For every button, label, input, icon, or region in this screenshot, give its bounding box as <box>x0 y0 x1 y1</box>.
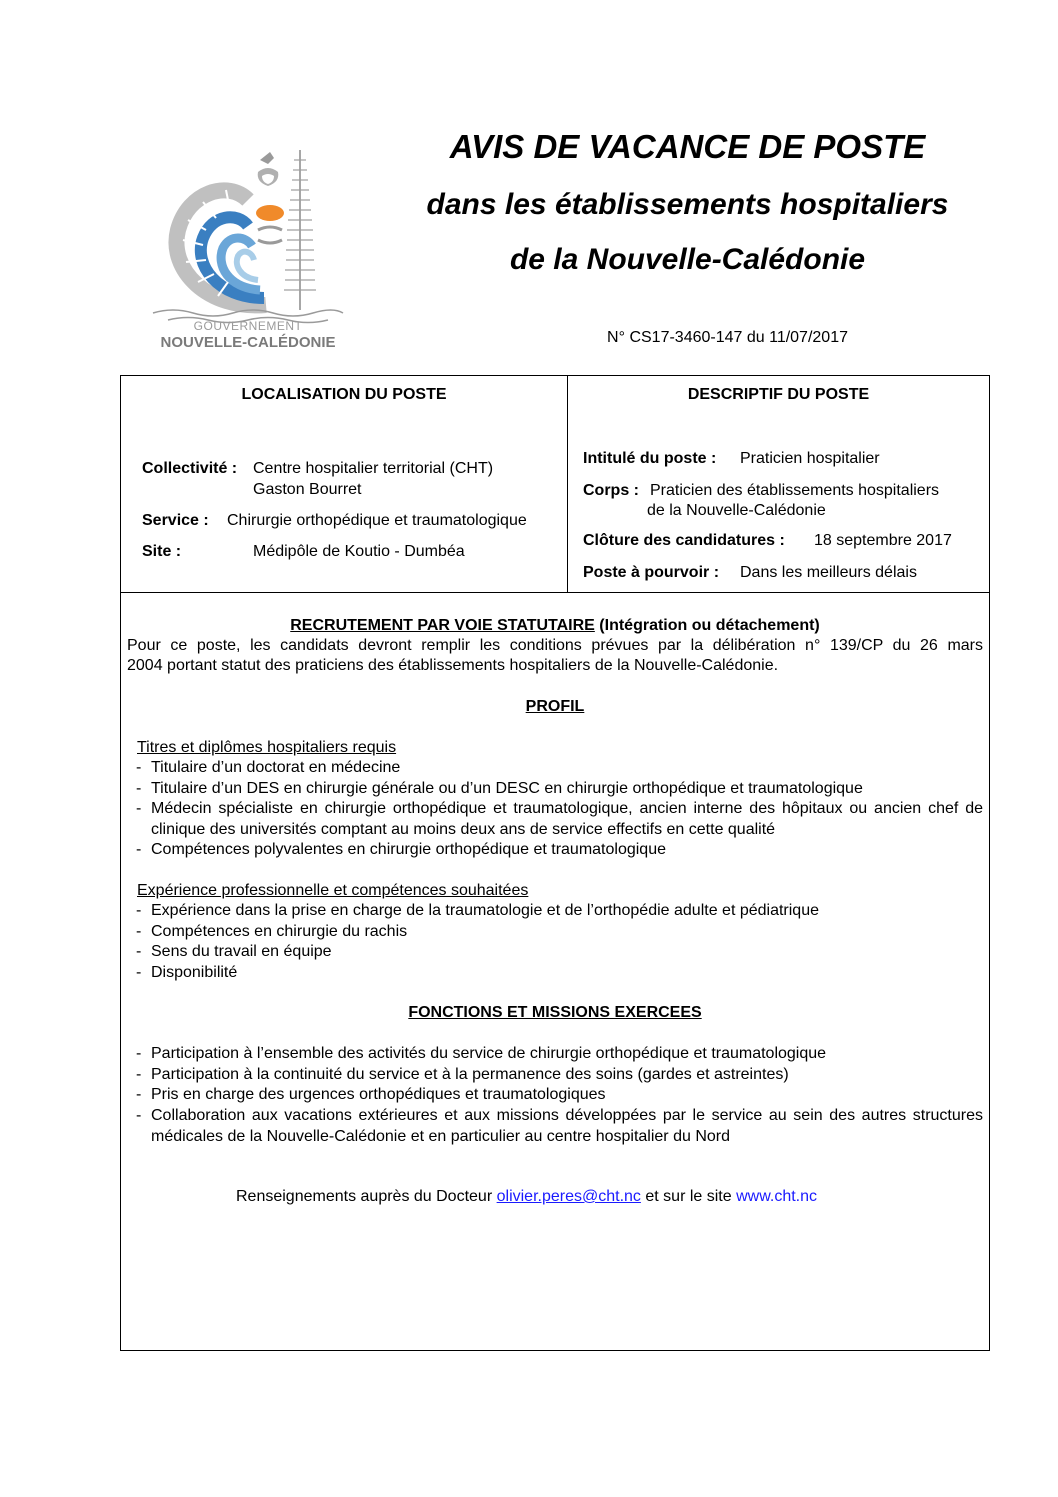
collectivite-value-1: Centre hospitalier territorial (CHT) <box>253 460 494 477</box>
fonctions-heading: FONCTIONS ET MISSIONS EXERCEES <box>408 1004 702 1021</box>
collectivite-value-2: Gaston Bourret <box>253 481 362 498</box>
recrutement-title: RECRUTEMENT PAR VOIE STATUTAIRE <box>290 617 595 634</box>
recrutement-heading <box>121 616 989 636</box>
orange-disc-icon <box>256 205 284 221</box>
contact-line <box>236 1187 817 1207</box>
list-item: - Sens du travail en équipe <box>136 943 332 960</box>
corps-value-2: de la Nouvelle-Calédonie <box>647 502 826 519</box>
contact-email-link[interactable]: olivier.peres@cht.nc <box>496 1188 641 1205</box>
document-subtitle-line2: de la Nouvelle-Calédonie <box>509 243 866 276</box>
list-item: - Collaboration aux vacations extérieures et aux missions développées par le service au sein des autres structures médicales de la Nouvelle-Calédonie et en particulier au centre hospitalier du Nord <box>136 1107 983 1145</box>
list-item: - Titulaire d’un doctorat en médecine <box>136 759 401 776</box>
cagou-icon <box>258 152 279 186</box>
reference-number: N° CS17-3460-147 du 11/07/2017 <box>607 329 848 346</box>
poste-value: Dans les meilleurs délais <box>740 564 917 581</box>
poste-label: Poste à pourvoir : <box>583 564 720 581</box>
list-item: - Participation à l’ensemble des activités du service de chirurgie orthopédique et traumatologique <box>136 1045 827 1062</box>
document-title: AVIS DE VACANCE DE POSTE <box>449 128 926 165</box>
localisation-header: LOCALISATION DU POSTE <box>241 386 447 403</box>
logo-text-gouvernement: GOUVERNEMENT <box>193 319 303 333</box>
contact-prefix: Renseignements auprès du Docteur <box>236 1188 493 1205</box>
list-item: - Médecin spécialiste en chirurgie orthopédique et traumatologique, ancien interne des hôpitaux ou ancien chef de clinique des universités comptant au moins deux ans de service effectifs en cette qualité <box>136 800 983 838</box>
contact-middle: et sur le site <box>645 1188 732 1205</box>
list-item: - Expérience dans la prise en charge de la traumatologie et de l’orthopédie adulte et pédiatrique <box>136 902 819 919</box>
collectivite-label: Collectivité : <box>142 460 238 477</box>
nautilus-icon <box>176 190 266 305</box>
section-divider <box>121 592 989 593</box>
list-item: - Participation à la continuité du service et à la permanence des soins (gardes et astreintes) <box>136 1066 789 1083</box>
logo-text-nouvelle-caledonie: NOUVELLE-CALÉDONIE <box>160 334 336 351</box>
fleche-faitiere-icon <box>284 150 316 310</box>
service-label: Service : <box>142 512 209 529</box>
recrutement-text-line2: 2004 portant statut des praticiens des établissements hospitaliers de la Nouvelle-Calédonie. <box>127 657 779 674</box>
list-item: - Disponibilité <box>136 964 238 981</box>
intitule-value: Praticien hospitalier <box>740 450 880 467</box>
list-item: - Compétences polyvalentes en chirurgie orthopédique et traumatologique <box>136 841 666 858</box>
list-item: - Compétences en chirurgie du rachis <box>136 923 408 940</box>
corps-value-1: Praticien des établissements hospitaliers <box>650 482 940 499</box>
titres-heading: Titres et diplômes hospitaliers requis <box>137 739 397 756</box>
contact-site-link[interactable]: www.cht.nc <box>736 1188 818 1205</box>
document-subtitle-line1: dans les établissements hospitaliers <box>426 188 949 221</box>
intitule-label: Intitulé du poste : <box>583 450 717 467</box>
column-divider <box>567 376 568 592</box>
recrutement-text-line1: Pour ce poste, les candidats devront remplir les conditions prévues par la délibération n° 139/CP du 26 mars <box>127 637 983 654</box>
cloture-value: 18 septembre 2017 <box>814 532 952 549</box>
experience-heading: Expérience professionnelle et compétences souhaitées <box>137 882 529 899</box>
service-value: Chirurgie orthopédique et traumatologique <box>227 512 527 529</box>
profil-heading: PROFIL <box>525 698 585 715</box>
list-item: - Titulaire d’un DES en chirurgie générale ou d’un DESC en chirurgie orthopédique et traumatologique <box>136 780 863 797</box>
list-item: - Pris en charge des urgences orthopédiques et traumatologiques <box>136 1086 606 1103</box>
corps-label: Corps : <box>583 482 639 499</box>
descriptif-header: DESCRIPTIF DU POSTE <box>687 386 870 403</box>
site-label: Site : <box>142 543 182 560</box>
cloture-label: Clôture des candidatures : <box>583 532 785 549</box>
recrutement-suffix: (Intégration ou détachement) <box>599 617 820 634</box>
site-value: Médipôle de Koutio - Dumbéa <box>253 543 465 560</box>
